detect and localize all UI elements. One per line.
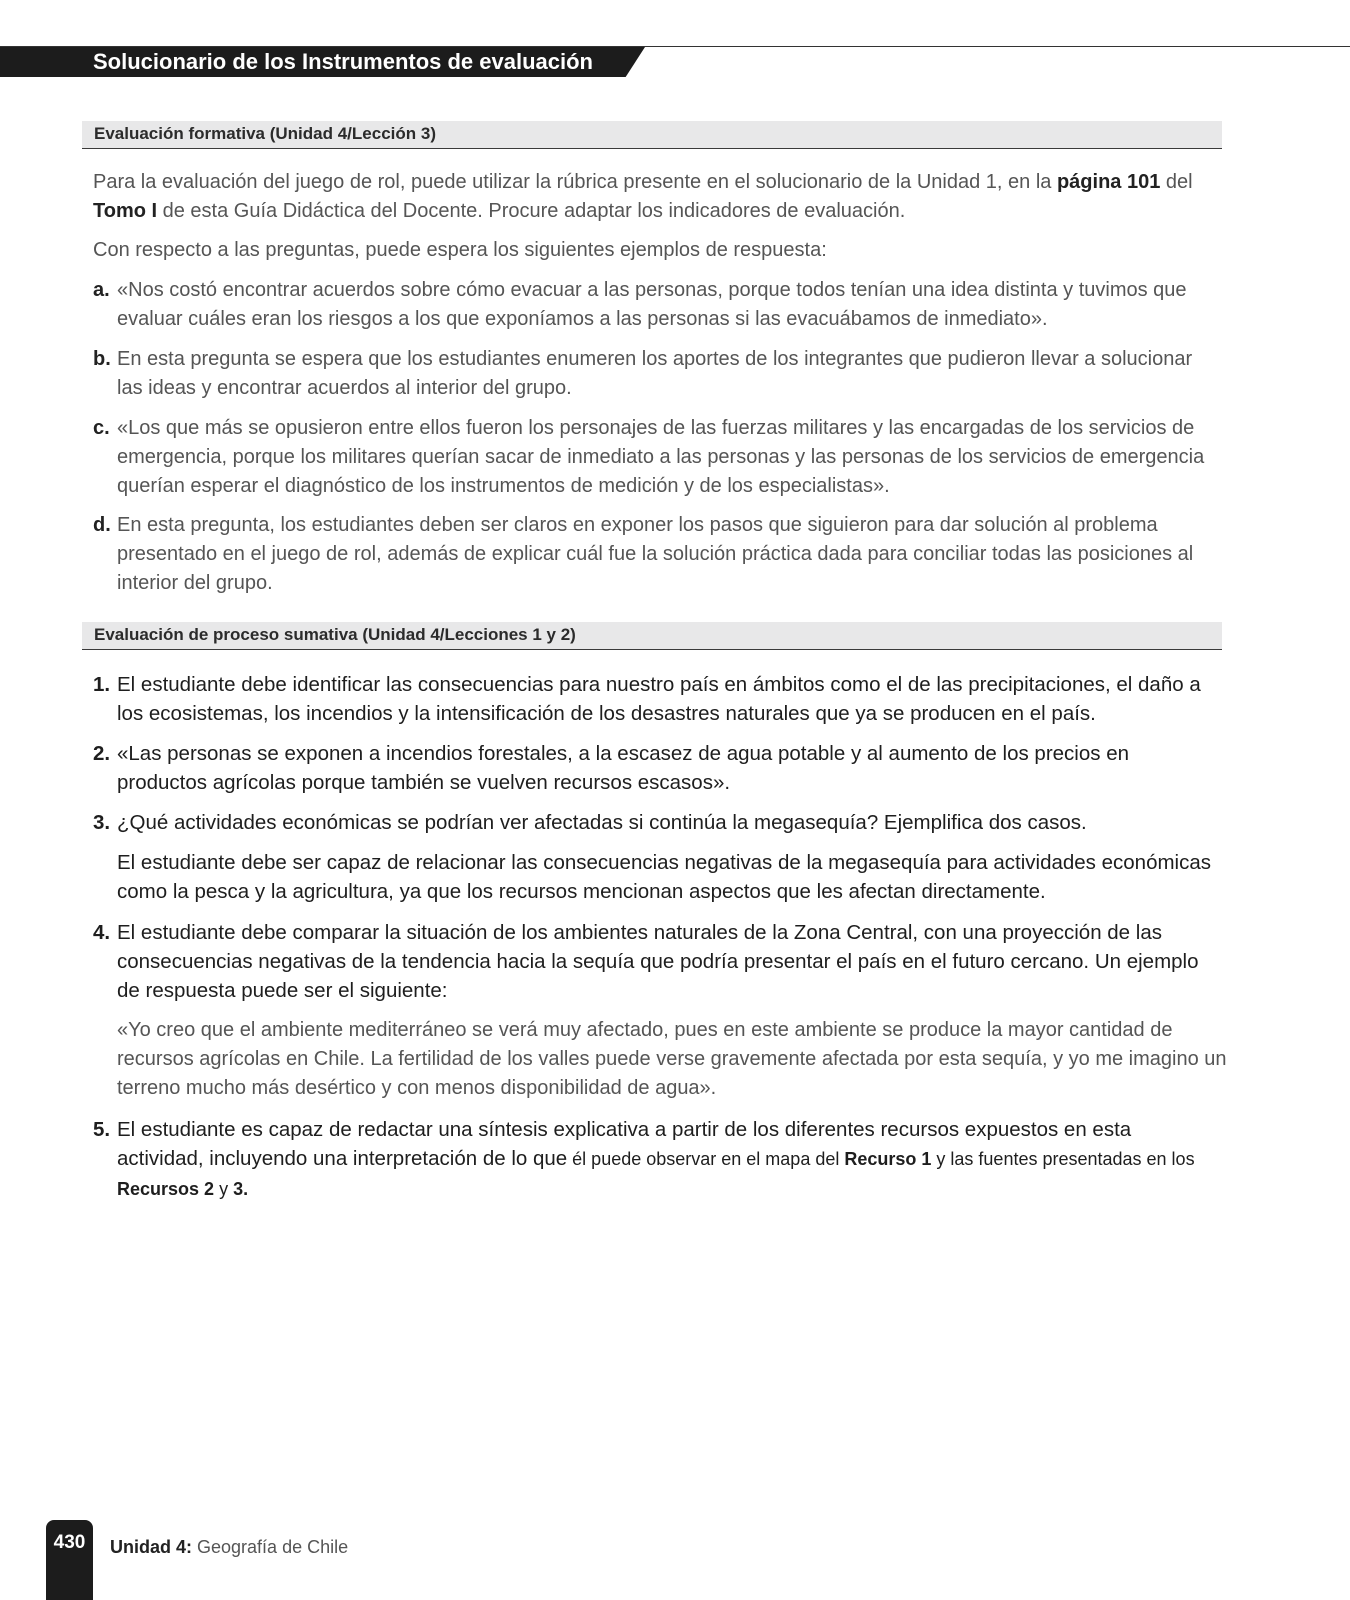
item-text: En esta pregunta se espera que los estudiantes enumeren los aportes de los integrantes que pudieron llevar a solucionar las ideas y encontrar acuerdos al interior del grupo. <box>117 348 1193 399</box>
intro-text: Para la evaluación del juego de rol, puede utilizar la rúbrica presente en el solucionario de la Unidad 1, en la <box>93 171 1057 193</box>
item-marker: c. <box>93 417 110 439</box>
item-text: El estudiante debe comparar la situación de los ambientes naturales de la Zona Central, con una proyección de las consecuencias negativas de la tendencia hacia la sequía que podría presentar el país en el futuro cercano. Un ejemplo de respuesta puede ser el siguiente: <box>117 921 1199 1002</box>
item-marker: 1. <box>93 673 111 696</box>
item-marker: 5. <box>93 1118 111 1141</box>
section-title: Evaluación de proceso sumativa (Unidad 4/Lecciones 1 y 2) <box>94 625 576 644</box>
item-4-quote: «Yo creo que el ambiente mediterráneo se verá muy afectado, pues en este ambiente se produce la mayor cantidad de recursos agrícolas en Chile. La fertilidad de los valles puede verse gravemente afectada por esta sequía, y yo me imagino un terreno mucho más desértico y con menos disponibilidad de agua». <box>117 1019 1227 1099</box>
page-number: 430 <box>53 1532 86 1553</box>
item-text: y las fuentes presentadas en los <box>931 1149 1195 1169</box>
item-text: «Los que más se opusieron entre ellos fueron los personajes de las fuerzas militares y las encargadas de los servicios de emergencia, porque los militares querían sacar de inmediato a las personas y las personas de los servicios de emergencia querían esperar el diagnóstico de los instrumentos de medición y de los especialistas». <box>117 417 1205 497</box>
answer-item-1 <box>93 670 1223 728</box>
answer-item-b <box>93 345 1223 403</box>
resource-ref: Recursos 2 <box>117 1179 215 1199</box>
answer-item-d <box>93 511 1223 598</box>
item-text: ¿Qué actividades económicas se podrían ver afectadas si continúa la megasequía? Ejemplifica dos casos. <box>117 811 1087 834</box>
header-rule <box>0 46 1350 47</box>
intro-paragraph-2: Con respecto a las preguntas, puede espera los siguientes ejemplos de respuesta: <box>93 239 827 261</box>
item-text: El estudiante debe identificar las consecuencias para nuestro país en ámbitos como el de las precipitaciones, el daño a los ecosistemas, los incendios y la intensificación de los desastres naturales que ya se producen en el país. <box>117 673 1201 725</box>
footer-unit-name: Geografía de Chile <box>192 1537 349 1557</box>
item-marker: d. <box>93 514 111 536</box>
item-marker: b. <box>93 348 111 370</box>
intro-paragraph <box>93 168 1223 226</box>
item-text: «Las personas se exponen a incendios forestales, a la escasez de agua potable y al aumento de los precios en productos agrícolas porque también se vuelven recursos escasos». <box>117 742 1129 794</box>
item-3-answer: El estudiante debe ser capaz de relacionar las consecuencias negativas de la megasequía para actividades económicas como la pesca y la agricultura, ya que los recursos mencionan aspectos que les afectan directamente. <box>117 851 1212 903</box>
section-title: Evaluación formativa (Unidad 4/Lección 3) <box>94 124 436 143</box>
intro-text: del <box>1160 171 1193 193</box>
item-text: él puede observar en el mapa del <box>567 1149 845 1169</box>
answer-item-5 <box>93 1115 1223 1204</box>
answer-item-a <box>93 276 1223 334</box>
page-title: Solucionario de los Instrumentos de evaluación <box>93 49 593 74</box>
item-text: El estudiante es capaz de redactar una síntesis explicativa a partir de los diferentes recursos expuestos en esta actividad, incluyendo una interpretación de lo que <box>117 1118 1132 1170</box>
answer-item-c <box>93 414 1223 501</box>
intro-bold-page: página 101 <box>1056 171 1161 193</box>
item-text: «Nos costó encontrar acuerdos sobre cómo evacuar a las personas, porque todos tenían una idea distinta y tuvimos que evaluar cuáles eran los riesgos a los que exponíamos a las personas si las evacuábamos de inmediato». <box>117 279 1187 330</box>
section-header-formative <box>82 121 1222 149</box>
item-marker: 3. <box>93 811 111 834</box>
footer-unit-label: Unidad 4: <box>110 1537 193 1557</box>
footer-unit <box>110 1537 348 1558</box>
resource-ref: Recurso 1 <box>844 1149 932 1169</box>
answer-item-4 <box>93 918 1223 1005</box>
item-marker: a. <box>93 279 110 301</box>
item-text: y <box>214 1179 234 1199</box>
intro-bold-tomo: Tomo I <box>93 200 158 222</box>
resource-ref: 3. <box>233 1179 249 1199</box>
intro-text: de esta Guía Didáctica del Docente. Procure adaptar los indicadores de evaluación. <box>157 200 906 222</box>
item-marker: 2. <box>93 742 111 765</box>
answer-item-2 <box>93 739 1223 797</box>
item-marker: 4. <box>93 921 111 944</box>
answer-item-3 <box>93 808 1223 837</box>
item-text: En esta pregunta, los estudiantes deben ser claros en exponer los pasos que siguieron para dar solución al problema presentado en el juego de rol, además de explicar cuál fue la solución práctica dada para conciliar todas las posiciones al interior del grupo. <box>117 514 1194 594</box>
section-header-summative <box>82 622 1222 650</box>
